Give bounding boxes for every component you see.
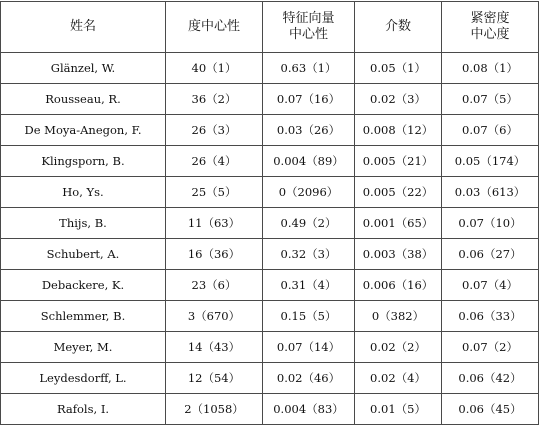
cell-author-name: Meyer, M. — [1, 332, 166, 363]
cell-degree: 14（43） — [166, 332, 263, 363]
cell-closeness: 0.06（42） — [442, 363, 539, 394]
cell-eigenvector: 0.02（46） — [263, 363, 355, 394]
cell-closeness: 0.06（27） — [442, 239, 539, 270]
header-eigenvector-line-1: 特征向量 — [282, 11, 335, 26]
cell-author-name: Debackere, K. — [1, 270, 166, 301]
cell-degree: 11（63） — [166, 208, 263, 239]
cell-eigenvector: 0.63（1） — [263, 53, 355, 84]
cell-author-name: Rafols, I. — [1, 394, 166, 425]
cell-closeness: 0.06（33） — [442, 301, 539, 332]
cell-closeness: 0.03（613） — [442, 177, 539, 208]
table-row — [1, 208, 539, 239]
cell-author-name: Klingsporn, B. — [1, 146, 166, 177]
cell-eigenvector: 0.31（4） — [263, 270, 355, 301]
cell-author-name: De Moya-Anegon, F. — [1, 115, 166, 146]
cell-betweenness: 0.005（21） — [355, 146, 442, 177]
header-betweenness — [355, 2, 442, 53]
cell-betweenness: 0.008（12） — [355, 115, 442, 146]
header-name — [1, 2, 166, 53]
cell-degree: 26（3） — [166, 115, 263, 146]
cell-betweenness: 0.02（2） — [355, 332, 442, 363]
cell-author-name: Ho, Ys. — [1, 177, 166, 208]
cell-author-name: Leydesdorff, L. — [1, 363, 166, 394]
cell-eigenvector: 0.32（3） — [263, 239, 355, 270]
table-row — [1, 53, 539, 84]
cell-closeness: 0.05（174） — [442, 146, 539, 177]
header-degree-line-1: 度中心性 — [187, 19, 240, 34]
cell-betweenness: 0.003（38） — [355, 239, 442, 270]
cell-author-name: Schlemmer, B. — [1, 301, 166, 332]
header-eigenvector-centrality — [263, 2, 355, 53]
cell-degree: 36（2） — [166, 84, 263, 115]
header-closeness-centrality — [442, 2, 539, 53]
table-row — [1, 239, 539, 270]
cell-eigenvector: 0.07（14） — [263, 332, 355, 363]
header-degree-centrality — [166, 2, 263, 53]
cell-eigenvector: 0（2096） — [263, 177, 355, 208]
cell-closeness: 0.07（6） — [442, 115, 539, 146]
table-row — [1, 332, 539, 363]
header-closeness-line-1: 紧密度 — [470, 11, 510, 26]
cell-degree: 40（1） — [166, 53, 263, 84]
table-row — [1, 270, 539, 301]
header-row — [1, 2, 539, 53]
cell-degree: 12（54） — [166, 363, 263, 394]
table-row — [1, 301, 539, 332]
cell-eigenvector: 0.07（16） — [263, 84, 355, 115]
cell-betweenness: 0.005（22） — [355, 177, 442, 208]
centrality-table — [0, 1, 539, 425]
cell-author-name: Rousseau, R. — [1, 84, 166, 115]
cell-closeness: 0.06（45） — [442, 394, 539, 425]
cell-degree: 25（5） — [166, 177, 263, 208]
cell-eigenvector: 0.49（2） — [263, 208, 355, 239]
header-betweenness-line-1: 介数 — [384, 19, 411, 34]
table-row — [1, 177, 539, 208]
cell-betweenness: 0.001（65） — [355, 208, 442, 239]
cell-eigenvector: 0.15（5） — [263, 301, 355, 332]
cell-degree: 23（6） — [166, 270, 263, 301]
cell-closeness: 0.07（10） — [442, 208, 539, 239]
cell-betweenness: 0.02（3） — [355, 84, 442, 115]
cell-betweenness: 0.01（5） — [355, 394, 442, 425]
cell-closeness: 0.07（4） — [442, 270, 539, 301]
cell-eigenvector: 0.004（89） — [263, 146, 355, 177]
cell-closeness: 0.08（1） — [442, 53, 539, 84]
header-name-line-1: 姓名 — [69, 19, 96, 34]
cell-author-name: Thijs, B. — [1, 208, 166, 239]
cell-eigenvector: 0.004（83） — [263, 394, 355, 425]
header-closeness-line-2: 中心度 — [470, 27, 510, 42]
table-row — [1, 394, 539, 425]
cell-betweenness: 0（382） — [355, 301, 442, 332]
cell-closeness: 0.07（5） — [442, 84, 539, 115]
table-row — [1, 146, 539, 177]
cell-eigenvector: 0.03（26） — [263, 115, 355, 146]
table-row — [1, 84, 539, 115]
cell-degree: 26（4） — [166, 146, 263, 177]
cell-degree: 16（36） — [166, 239, 263, 270]
cell-closeness: 0.07（2） — [442, 332, 539, 363]
cell-degree: 3（670） — [166, 301, 263, 332]
cell-author-name: Glänzel, W. — [1, 53, 166, 84]
cell-betweenness: 0.006（16） — [355, 270, 442, 301]
cell-author-name: Schubert, A. — [1, 239, 166, 270]
cell-betweenness: 0.05（1） — [355, 53, 442, 84]
cell-degree: 2（1058） — [166, 394, 263, 425]
header-eigenvector-line-2: 中心性 — [288, 27, 328, 42]
table-row — [1, 115, 539, 146]
table-row — [1, 363, 539, 394]
cell-betweenness: 0.02（4） — [355, 363, 442, 394]
